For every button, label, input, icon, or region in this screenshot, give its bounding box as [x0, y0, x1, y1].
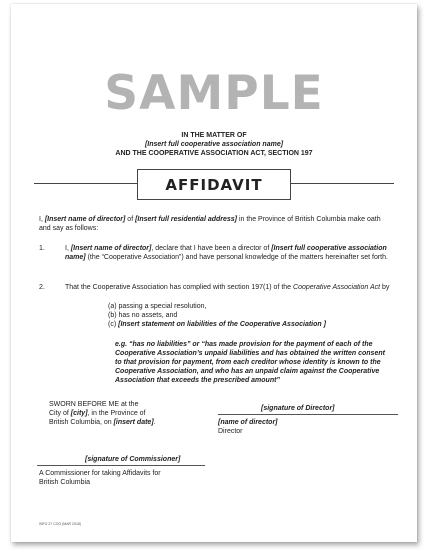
matter-association-placeholder: [Insert full cooperative association name]: [144, 141, 284, 148]
item-2c: (c) [Insert statement on liabilities of the Cooperative Association ]: [108, 321, 326, 328]
matter-heading: [11, 131, 417, 158]
item-1-number: 1.: [39, 245, 45, 252]
item-2a: (a) passing a special resolution,: [108, 303, 207, 310]
matter-line-1: IN THE MATTER OF: [181, 132, 247, 139]
title-rule-right: [289, 183, 394, 184]
director-name-field: [name of director]: [218, 419, 278, 426]
liabilities-placeholder: [Insert statement on liabilities of the Cooperative Association ]: [118, 321, 326, 328]
director-title: Director: [218, 428, 243, 435]
liabilities-example: e.g. “has no liabilities” or “has made provision for the payment of each of the Cooperative Association’s unpaid liabilities and has obtained the written consent to that provision for payment, from each creditor whose identity is known to the Cooperative Association, and who has an unpaid claim against the Cooperative Association that exceeds the prescribed amount”: [115, 341, 385, 384]
director-signature-label: [signature of Director]: [261, 405, 335, 412]
form-code: INFO 27 COO (MAR 2018): [39, 522, 82, 526]
intro-paragraph: I, [Insert name of director] of [Insert full residential address] in the Province of British Columbia make oath and say as follows:: [39, 216, 381, 232]
director-name-placeholder: [Insert name of director]: [44, 216, 126, 223]
title-rule-left: [34, 183, 137, 184]
commissioner-desc: A Commissioner for taking Affidavits for British Columbia: [39, 470, 161, 486]
commissioner-signature-label: [signature of Commissioner]: [85, 456, 181, 463]
affidavit-title: AFFIDAVIT: [137, 169, 291, 200]
sworn-block: SWORN BEFORE ME at the City of [city], in the Province of British Columbia, on [insert date].: [49, 401, 156, 426]
director-signature-line[interactable]: [218, 414, 398, 415]
document-page: [11, 4, 417, 542]
sample-watermark: SAMPLE: [104, 66, 324, 121]
city-placeholder: [city]: [70, 410, 88, 417]
item-2-number: 2.: [39, 284, 45, 291]
address-placeholder: [Insert full residential address]: [135, 216, 238, 223]
item-2-text: That the Cooperative Association has complied with section 197(1) of the Cooperative Association Act by: [65, 284, 390, 291]
date-placeholder: [insert date]: [113, 419, 154, 426]
commissioner-signature-line[interactable]: [37, 465, 205, 466]
matter-line-3: AND THE COOPERATIVE ASSOCIATION ACT, SECTION 197: [115, 150, 313, 157]
item-2b: (b) has no assets, and: [108, 312, 178, 319]
item-1-text: I, [Insert name of director], declare that I have been a director of [Insert full cooperative association name] (the “Cooperative Association”) and have personal knowledge of the matters hereinafter set forth.: [65, 245, 388, 261]
